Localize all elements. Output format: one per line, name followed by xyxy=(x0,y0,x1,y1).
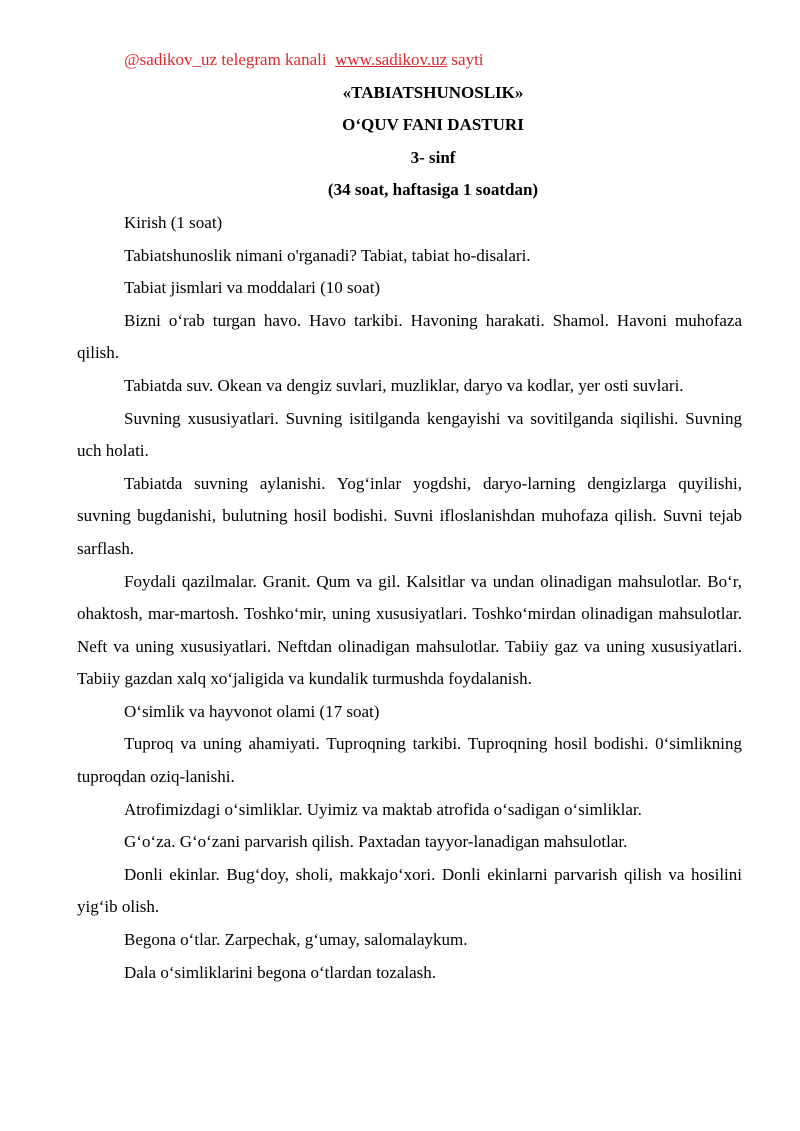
source-header xyxy=(77,44,742,77)
section-heading: Kirish (1 soat) xyxy=(124,212,223,232)
paragraph: Begona o‘tlar. Zarpechak, g‘umay, salomalaykum. xyxy=(124,930,468,950)
site-suffix-text: sayti xyxy=(451,50,484,69)
document-page xyxy=(77,44,742,989)
paragraph: Atrofimizdagi o‘simliklar. Uyimiz va maktab atrofida o‘sadigan o‘simliklar. xyxy=(124,799,642,819)
paragraph: Donli ekinlar. Bug‘doy, sholi, makkajo‘xori. Donli ekinlarni parvarish qilish va hosilini yig‘ib olish. xyxy=(77,864,742,917)
grade-label: 3- sinf xyxy=(410,147,456,167)
paragraph: Suvning xususiyatlari. Suvning isitilganda kengayishi va sovitilganda siqilishi. Suvning uch holati. xyxy=(77,408,742,461)
section-heading: O‘simlik va hayvonot olami (17 soat) xyxy=(124,701,380,721)
telegram-channel-text: @sadikov_uz telegram kanali xyxy=(124,50,327,69)
paragraph: Bizni o‘rab turgan havo. Havo tarkibi. Havoning harakati. Shamol. Havoni muhofaza qilish. xyxy=(77,310,742,363)
paragraph: Foydali qazilmalar. Granit. Qum va gil. Kalsitlar va undan olinadigan mahsulotlar. Bo‘r, ohaktosh, mar-martosh. Toshko‘mir, uning xususiyatlari. Toshko‘mirdan olinadigan mahsulotlar. Neft va uning xususiyatlari. Neftdan olinadigan mahsulotlar. Tabiiy gaz va uning xususiyatlari. Tabiiy gazdan xalq xo‘jaligida va kundalik turmushda foydalanish. xyxy=(77,571,742,689)
section-heading: Tabiat jismlari va moddalari (10 soat) xyxy=(124,278,381,298)
hours-label: (34 soat, haftasiga 1 soatdan) xyxy=(327,180,539,200)
paragraph: Tabiatda suvning aylanishi. Yog‘inlar yogdshi, daryo-larning dengizlarga quyilishi, suvning bugdanishi, bulutning hosil bodishi. Suvni ifloslanishdan muhofaza qilish. Suvni tejab sarflash. xyxy=(77,473,742,558)
paragraph: Tabiatda suv. Okean va dengiz suvlari, muzliklar, daryo va kodlar, yer osti suvlari. xyxy=(124,375,684,395)
document-subtitle: O‘QUV FANI DASTURI xyxy=(342,115,524,135)
document-title: «TABIATSHUNOSLIK» xyxy=(342,82,524,102)
paragraph: Tabiatshunoslik nimani o'rganadi? Tabiat, tabiat ho-disalari. xyxy=(124,245,531,265)
site-link[interactable]: www.sadikov.uz xyxy=(335,50,448,69)
paragraph: G‘o‘za. G‘o‘zani parvarish qilish. Paxtadan tayyor-lanadigan mahsulotlar. xyxy=(124,832,628,852)
paragraph: Dala o‘simliklarini begona o‘tlardan tozalash. xyxy=(124,962,437,982)
paragraph: Tuproq va uning ahamiyati. Tuproqning tarkibi. Tuproqning hosil bodishi. 0‘simlikning tuproqdan oziq-lanishi. xyxy=(77,734,742,787)
